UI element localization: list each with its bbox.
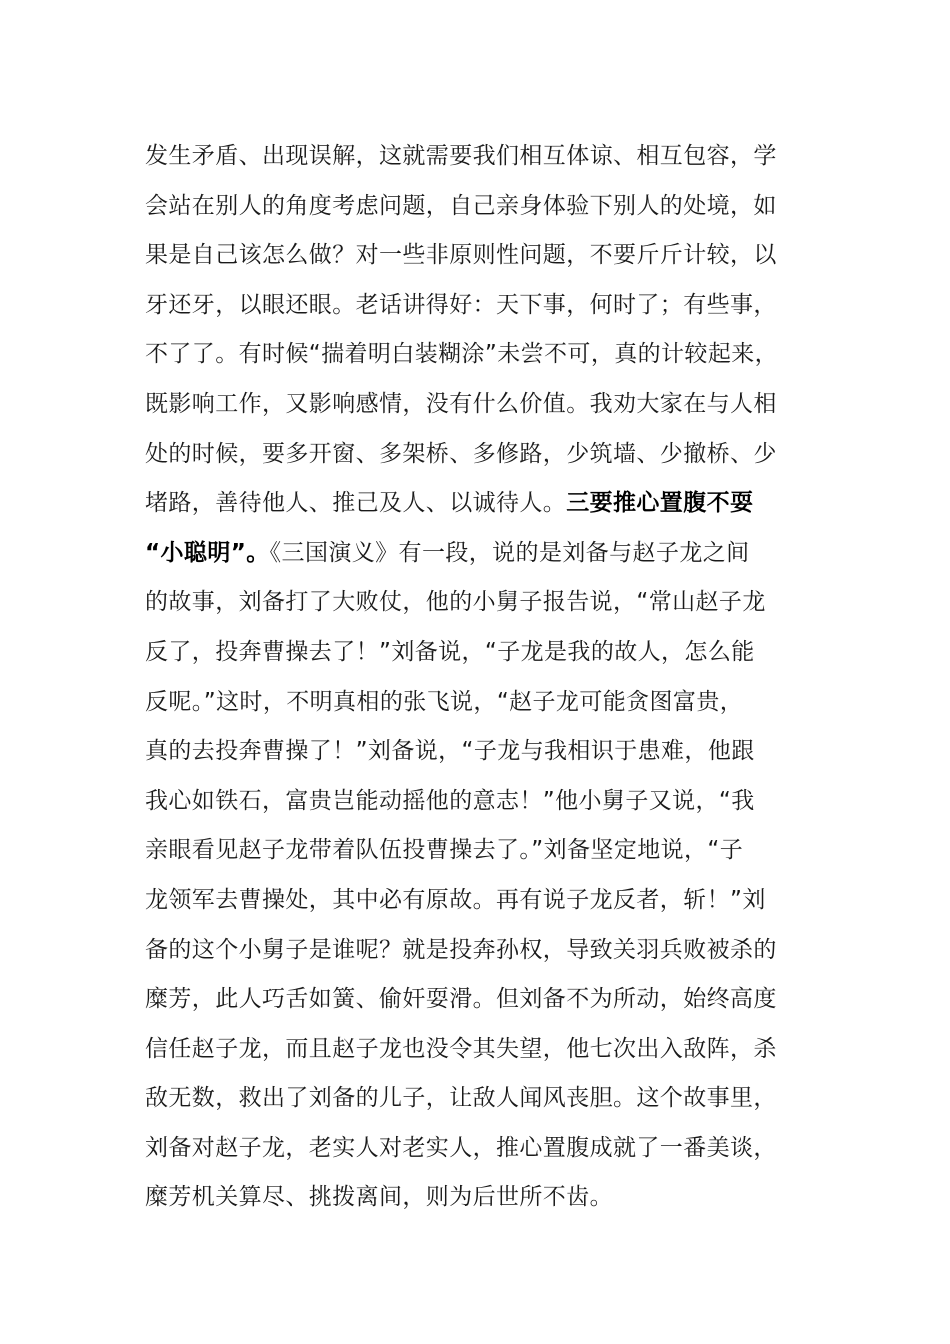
text-line bbox=[145, 231, 825, 281]
text-line bbox=[145, 975, 825, 1025]
text-line bbox=[145, 777, 825, 827]
text-segment: 牙还牙，以眼还眼。老话讲得好：天下事，何时了；有些事， bbox=[145, 291, 777, 318]
body-paragraph bbox=[145, 132, 825, 1223]
text-line bbox=[145, 330, 825, 380]
text-line bbox=[145, 826, 825, 876]
text-segment: 糜芳，此人巧舌如簧、偷奸耍滑。但刘备不为所动，始终高度 bbox=[145, 986, 777, 1013]
text-line bbox=[145, 529, 825, 579]
text-line bbox=[145, 479, 825, 529]
text-line bbox=[145, 578, 825, 628]
text-line bbox=[145, 1173, 825, 1223]
text-segment: 刘备对赵子龙，老实人对老实人，推心置腹成就了一番美谈， bbox=[145, 1134, 777, 1161]
text-line bbox=[145, 926, 825, 976]
text-line bbox=[145, 727, 825, 777]
text-segment: 龙领军去曹操处，其中必有原故。再有说子龙反者，斩！”刘 bbox=[145, 886, 766, 913]
text-segment: 堵路，善待他人、推己及人、以诚待人。 bbox=[145, 490, 567, 517]
text-segment: 反呢。”这时，不明真相的张飞说，“赵子龙可能贪图富贵， bbox=[145, 688, 744, 715]
text-segment: 亲眼看见赵子龙带着队伍投曹操去了。”刘备坚定地说，“子 bbox=[145, 837, 744, 864]
text-segment: 真的去投奔曹操了！”刘备说，“子龙与我相识于患难，他跟 bbox=[145, 738, 755, 765]
text-segment: 的故事，刘备打了大败仗，他的小舅子报告说，“常山赵子龙 bbox=[145, 589, 766, 616]
text-line bbox=[145, 281, 825, 331]
text-segment: 发生矛盾、出现误解，这就需要我们相互体谅、相互包容，学 bbox=[145, 143, 777, 169]
text-segment: 《三国演义》有一段，说的是刘备与赵子龙之间 bbox=[269, 539, 750, 566]
text-segment: 敌无数，救出了刘备的儿子，让敌人闻风丧胆。这个故事里， bbox=[145, 1085, 777, 1112]
text-line bbox=[145, 1074, 825, 1124]
text-line bbox=[145, 1025, 825, 1075]
text-segment: 我心如铁石，富贵岂能动摇他的意志！”他小舅子又说，“我 bbox=[145, 787, 755, 814]
text-line bbox=[145, 132, 825, 182]
text-line bbox=[145, 430, 825, 480]
text-line bbox=[145, 380, 825, 430]
text-segment: 处的时候，要多开窗、多架桥、多修路，少筑墙、少撤桥、少 bbox=[145, 440, 777, 467]
text-segment: 反了，投奔曹操去了！”刘备说，“子龙是我的故人，怎么能 bbox=[145, 638, 755, 665]
text-line bbox=[145, 678, 825, 728]
text-segment: 既影响工作，又影响感情，没有什么价值。我劝大家在与人相 bbox=[145, 390, 777, 417]
bold-heading-segment: “小聪明”。 bbox=[145, 539, 270, 566]
text-segment: 信任赵子龙，而且赵子龙也没令其失望，他七次出入敌阵，杀 bbox=[145, 1035, 777, 1062]
text-line bbox=[145, 1124, 825, 1174]
text-segment: 会站在别人的角度考虑问题，自己亲身体验下别人的处境，如 bbox=[145, 192, 777, 219]
text-line bbox=[145, 876, 825, 926]
text-segment: 糜芳机关算尽、挑拨离间，则为后世所不齿。 bbox=[145, 1184, 613, 1211]
text-line bbox=[145, 182, 825, 232]
text-segment: 备的这个小舅子是谁呢？就是投奔孙权，导致关羽兵败被杀的 bbox=[145, 936, 777, 963]
text-segment: 果是自己该怎么做？对一些非原则性问题，不要斤斤计较，以 bbox=[145, 242, 777, 269]
text-line bbox=[145, 628, 825, 678]
text-segment: 不了了。有时候“揣着明白装糊涂”未尝不可，真的计较起来， bbox=[145, 341, 779, 368]
bold-heading-segment: 三要推心置腹不耍 bbox=[566, 490, 754, 517]
